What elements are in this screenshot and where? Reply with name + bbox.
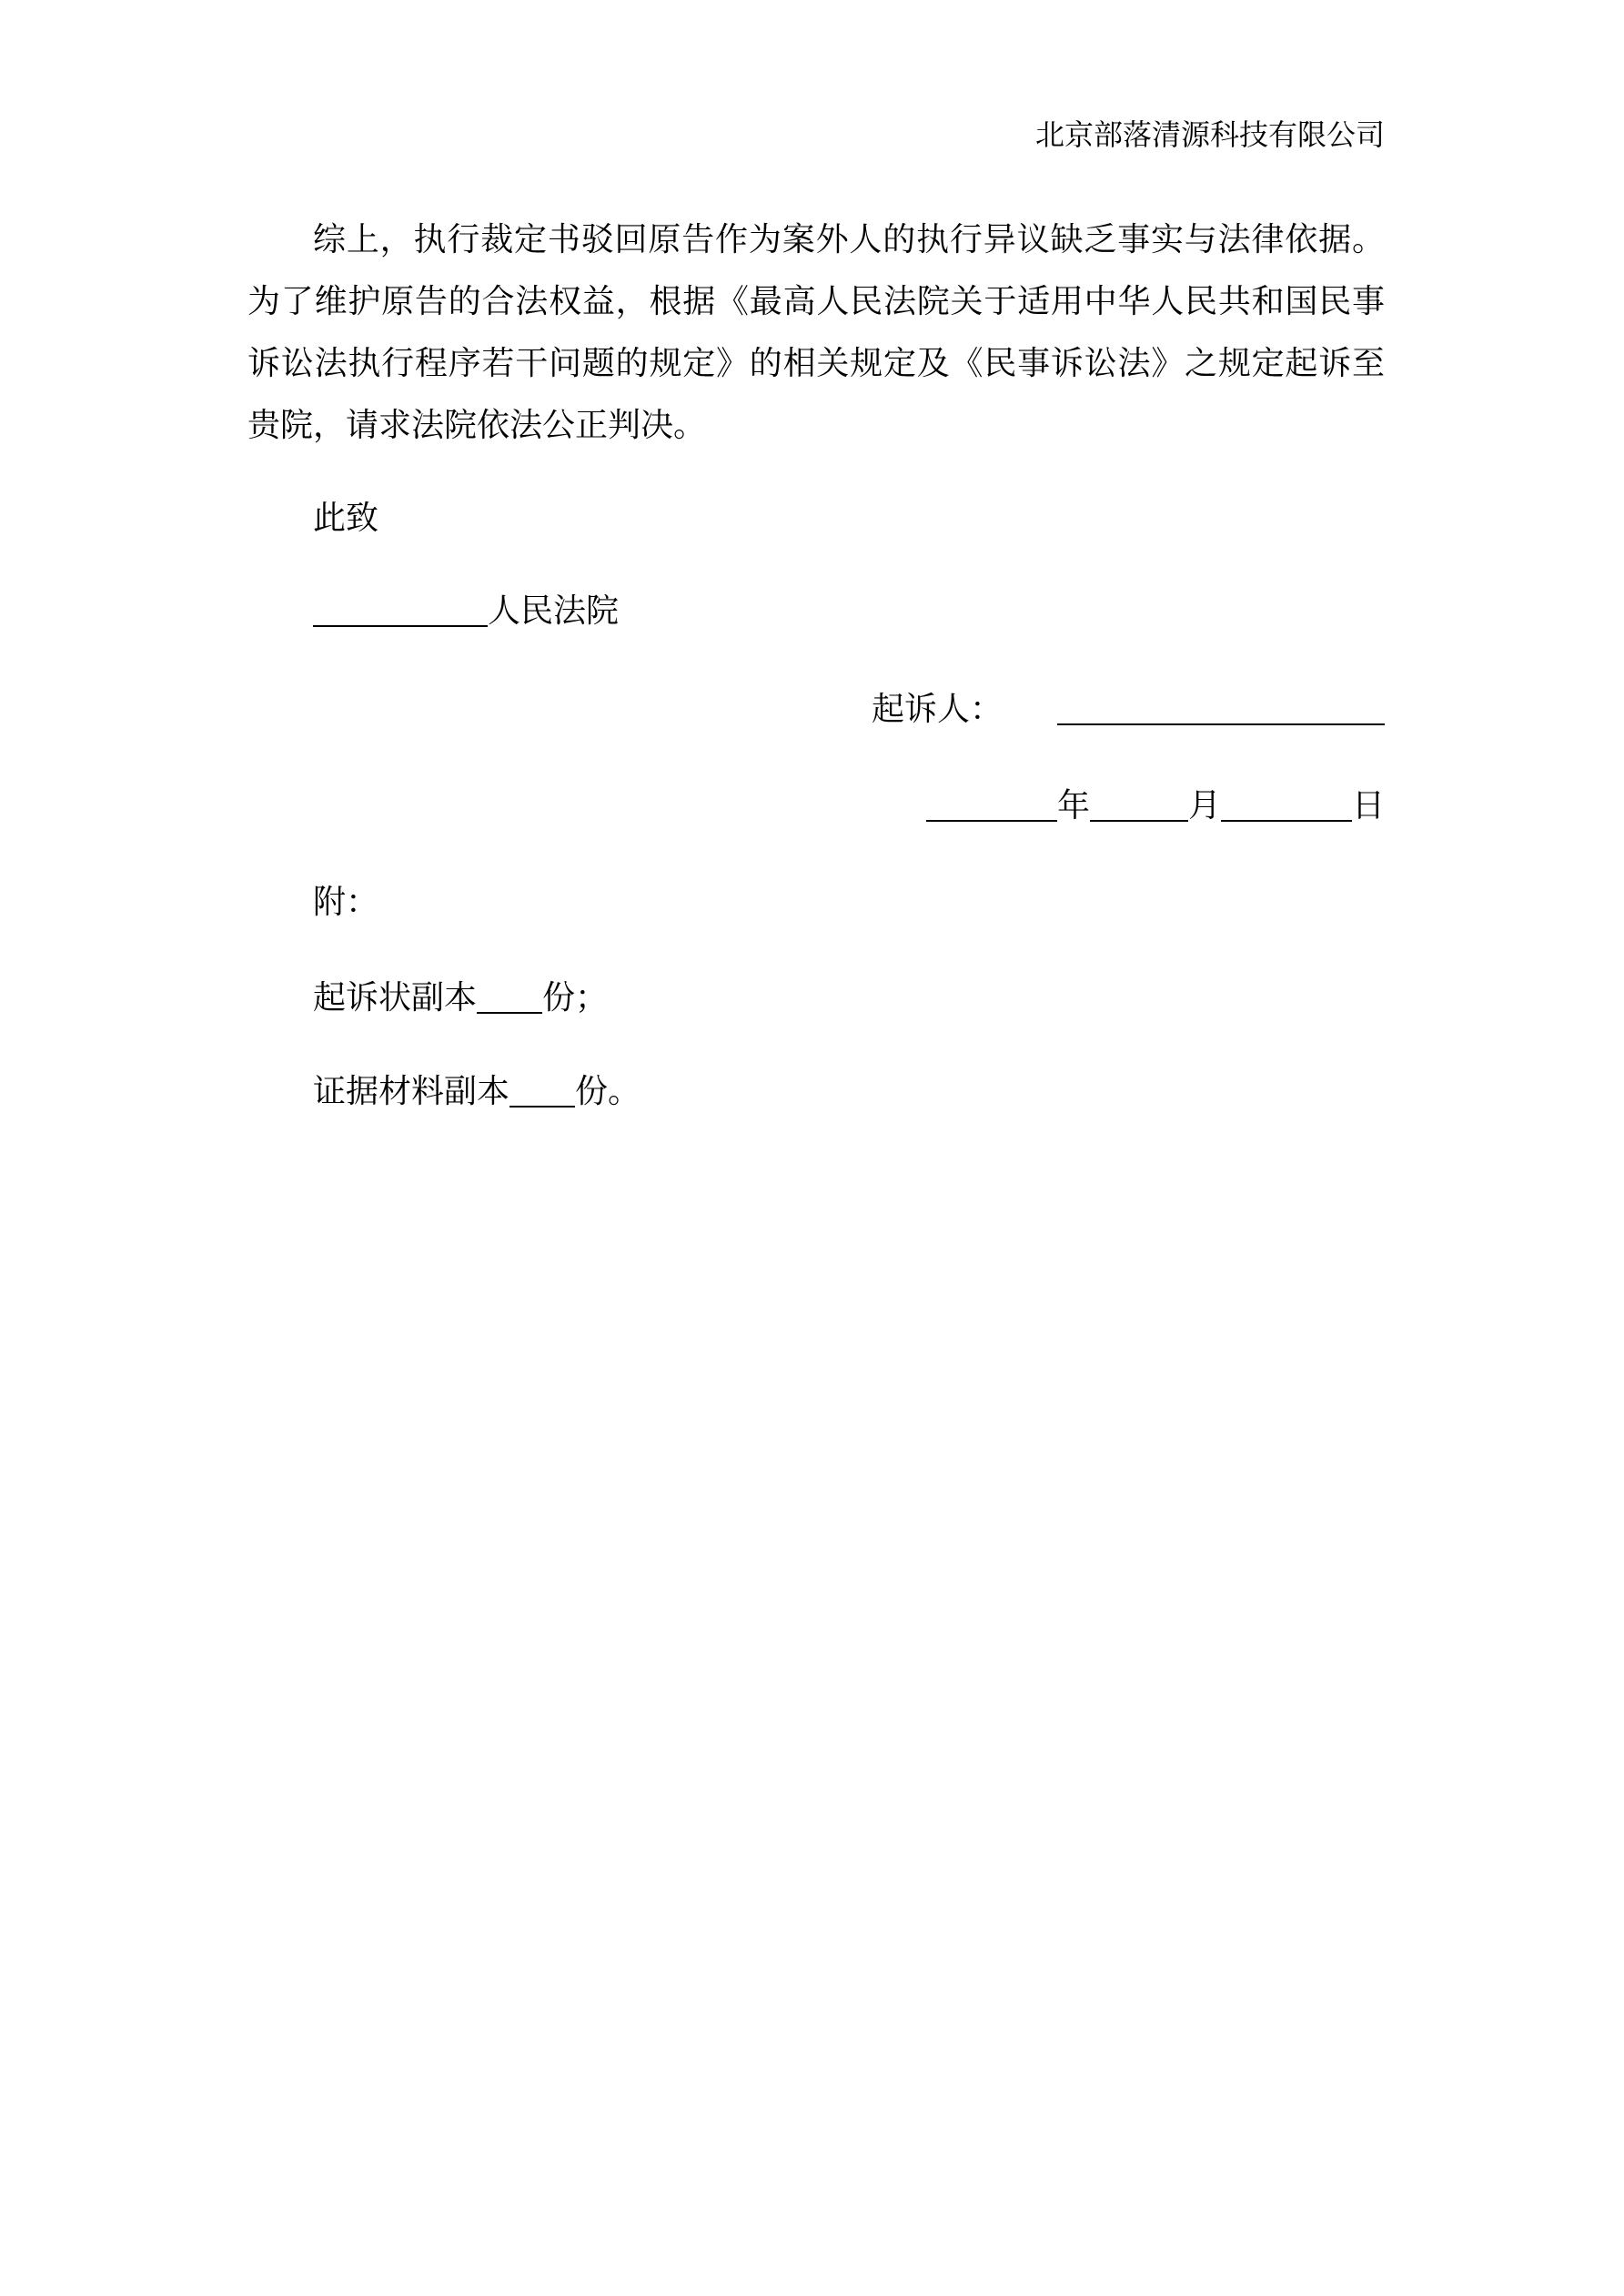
court-name-blank[interactable]	[313, 594, 488, 627]
date-line	[926, 786, 1385, 826]
month-label: 月	[1187, 787, 1221, 824]
attachment-count-blank[interactable]	[477, 981, 542, 1014]
court-suffix: 人民法院	[488, 592, 620, 630]
attachment-item	[313, 978, 608, 1018]
attachment-suffix: 份；	[542, 979, 609, 1017]
attachment-suffix: 份。	[575, 1073, 641, 1110]
court-line	[313, 592, 619, 632]
month-blank[interactable]	[1090, 789, 1188, 822]
attachment-prefix: 起诉状副本	[313, 979, 478, 1017]
plaintiff-blank[interactable]	[1057, 693, 1385, 725]
day-blank[interactable]	[1221, 789, 1352, 822]
attachment-prefix: 证据材料副本	[313, 1073, 510, 1110]
plaintiff-label: 起诉人：	[871, 691, 1003, 728]
body-paragraph: 综上，执行裁定书驳回原告作为案外人的执行异议缺乏事实与法律依据。为了维护原告的合法权益，根据《最高人民法院关于适用中华人民共和国民事诉讼法执行程序若干问题的规定》的相关规定及《民事诉讼法》之规定起诉至贵院，请求法院依法公正判决。	[247, 221, 1385, 444]
year-label: 年	[1056, 787, 1090, 824]
company-header: 北京部落清源科技有限公司	[1034, 117, 1385, 152]
year-blank[interactable]	[926, 789, 1057, 822]
attachment-count-blank[interactable]	[509, 1075, 575, 1108]
day-label: 日	[1351, 787, 1385, 824]
plaintiff-line	[872, 690, 1385, 730]
attachments-title: 附：	[313, 884, 379, 921]
salutation: 此致	[313, 500, 379, 537]
attachment-item	[313, 1072, 641, 1112]
